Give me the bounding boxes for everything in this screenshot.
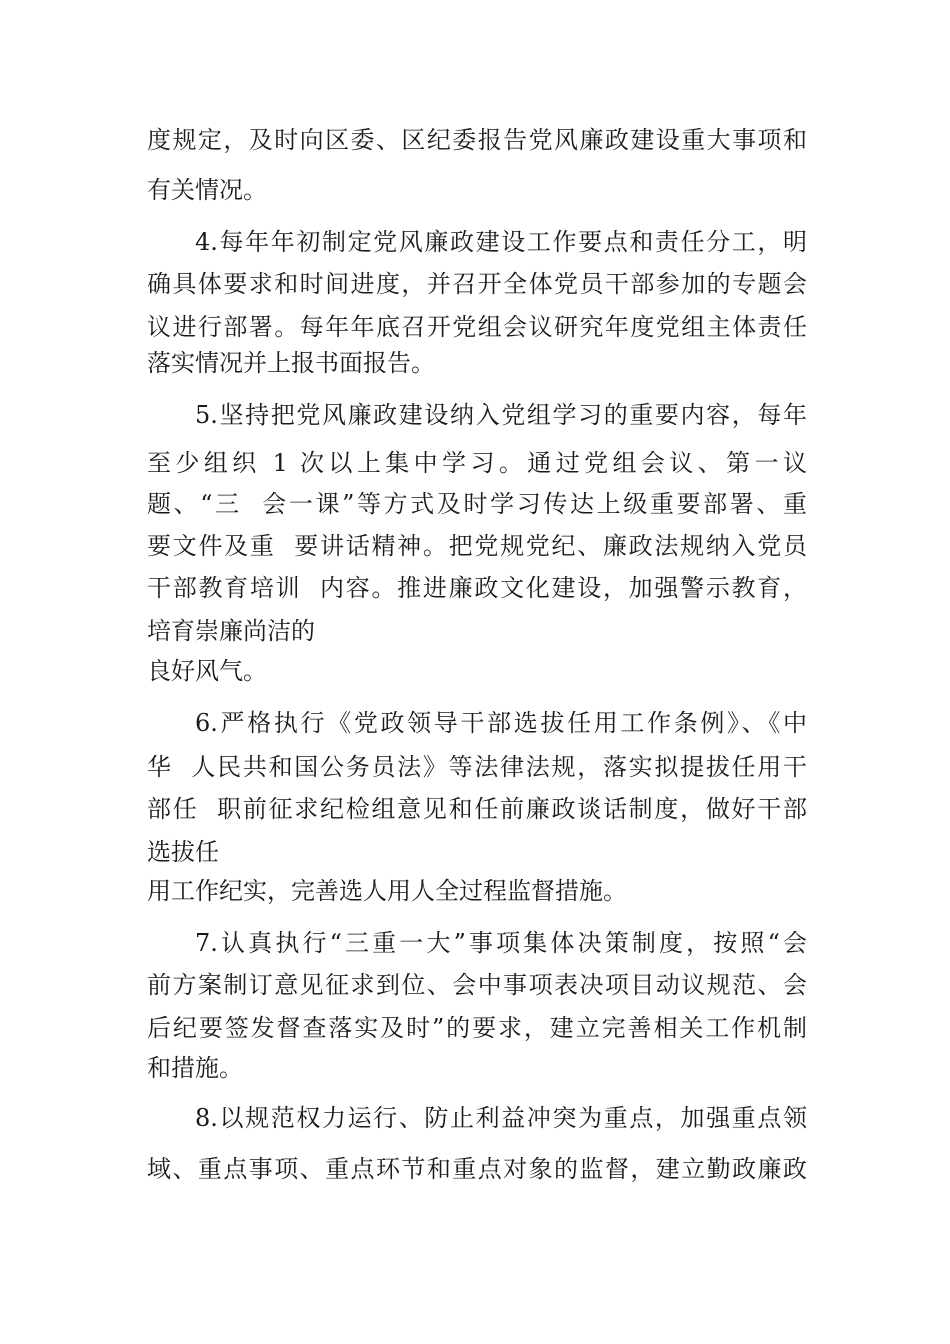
text-line: 域、重点事项、重点环节和重点对象的监督，建立勤政廉政 <box>147 1155 807 1183</box>
paragraph-4-start: 4.每年年初制定党风廉政建设工作要点和责任分工，明 <box>195 228 807 256</box>
text-line: 有关情况。 <box>147 176 267 204</box>
paragraph-6-start: 6.严格执行《党政领导干部选拔任用工作条例》、《中 <box>195 709 807 737</box>
text-line: 和措施。 <box>147 1054 243 1082</box>
text-line: 至少组织 1 次以上集中学习。通过党组会议、第一议 <box>147 449 807 477</box>
paragraph-7-start: 7.认真执行“三重一大”事项集体决策制度，按照“会 <box>195 929 807 957</box>
text-line: 后纪要签发督查落实及时”的要求，建立完善相关工作机制 <box>147 1014 807 1042</box>
text-line: 题、“三 会一课”等方式及时学习传达上级重要部署、重 <box>147 490 807 518</box>
text-line: 确具体要求和时间进度，并召开全体党员干部参加的专题会 <box>147 270 807 298</box>
text-line: 要文件及重 要讲话精神。把党规党纪、廉政法规纳入党员 <box>147 532 807 560</box>
text-line: 良好风气。 <box>147 657 267 685</box>
text-line: 落实情况并上报书面报告。 <box>147 349 435 377</box>
text-line: 前方案制订意见征求到位、会中事项表决项目动议规范、会 <box>147 971 807 999</box>
text-line: 培育崇廉尚洁的 <box>147 617 315 645</box>
text-line: 选拔任 <box>147 838 219 866</box>
text-line: 部任 职前征求纪检组意见和任前廉政谈话制度，做好干部 <box>147 795 807 823</box>
paragraph-5-start: 5.坚持把党风廉政建设纳入党组学习的重要内容，每年 <box>195 401 807 429</box>
text-line: 华 人民共和国公务员法》等法律法规，落实拟提拔任用干 <box>147 753 807 781</box>
text-line: 干部教育培训 内容。推进廉政文化建设，加强警示教育， <box>147 574 807 602</box>
text-line: 议进行部署。每年年底召开党组会议研究年度党组主体责任 <box>147 313 807 341</box>
text-line: 度规定，及时向区委、区纪委报告党风廉政建设重大事项和 <box>147 126 807 154</box>
paragraph-8-start: 8.以规范权力运行、防止利益冲突为重点，加强重点领 <box>195 1104 807 1132</box>
text-line: 用工作纪实，完善选人用人全过程监督措施。 <box>147 877 627 905</box>
